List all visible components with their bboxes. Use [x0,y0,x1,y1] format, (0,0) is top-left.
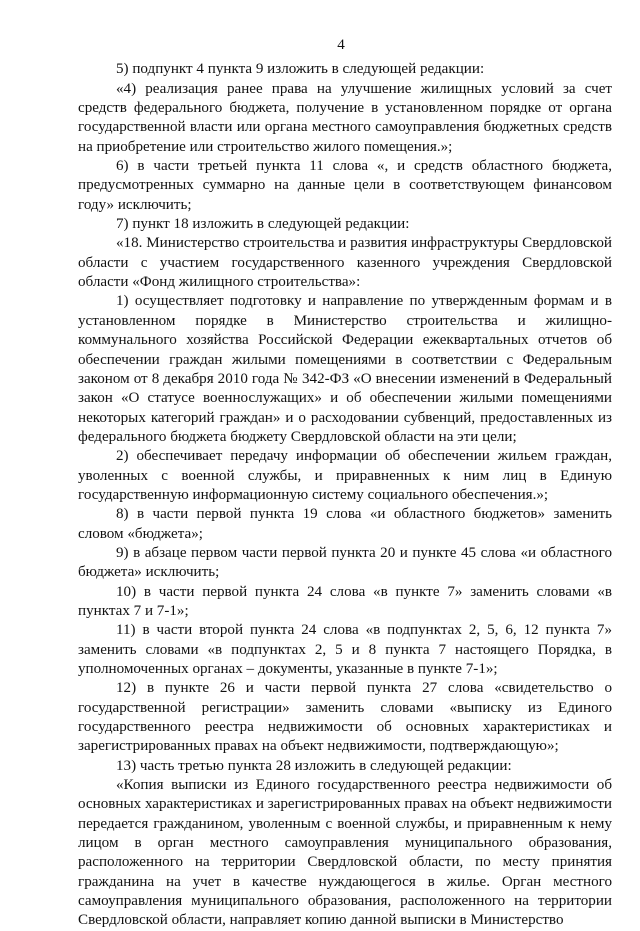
paragraph-subitem-2: 2) обеспечивает передачу информации об обеспечении жильем граждан, уволенных с военной службы, и приравненных к ним лиц в Единую государственную информационную систему социального обеспечения.»; [78,448,612,503]
page-number: 4 [337,37,345,53]
paragraph-item-6: 6) в части третьей пункта 11 слова «, и средств областного бюджета, предусмотренных суммарно на данные цели в соответствующем финансовом году» исключить; [78,158,612,213]
paragraph-subitem-1: 1) осуществляет подготовку и направление по утвержденным формам и в установленном порядке в Министерство строительства и жилищно-коммунального хозяйства Российской Федерации ежеквартальных отчетов об обеспечении граждан жилыми помещениями в соответствии с Федеральным законом от 8 декабря 2010 года № 342-ФЗ «О внесении изменений в Федеральный закон «О статусе военнослужащих» и об обеспечении жилыми помещениями некоторых категорий граждан» и о расходовании субвенций, предоставленных из федерального бюджета бюджету Свердловской области на эти цели; [78,293,612,445]
paragraph-item-11: 11) в части второй пункта 24 слова «в подпунктах 2, 5, 6, 12 пункта 7» заменить словами «в подпунктах 2, 5 и 8 пункта 7 настоящего Порядка, в уполномоченных органах – документы, указанные в пункте 7-1»; [78,622,612,677]
paragraph-item-13: 13) часть третью пункта 28 изложить в следующей редакции: [116,757,512,774]
paragraph-item-9: 9) в абзаце первом части первой пункта 20 и пункте 45 слова «и областного бюджета» исключить; [78,544,612,581]
paragraph-item-8: 8) в части первой пункта 19 слова «и областного бюджетов» заменить словом «бюджета»; [78,506,612,542]
paragraph-item-12: 12) в пункте 26 и части первой пункта 27 слова «свидетельство о государственной регистрации» заменить словами «выписку из Единого государственного реестра недвижимости об основных характеристиках и зарегистрированных правах на объект недвижимости, подтверждающую»; [78,680,612,755]
paragraph-quote-4: «4) реализация ранее права на улучшение жилищных условий за счет средств федерального бюджета, получение в установленном порядке от органа государственной власти или органа местного самоуправления бюджетных средств на приобретение или строительство жилого помещения.»; [78,80,612,155]
paragraph-quote-18: «18. Министерство строительства и развития инфраструктуры Свердловской области с участием государственного казенного учреждения Свердловской области «Фонд жилищного строительства»: [78,235,612,291]
paragraph-item-5: 5) подпункт 4 пункта 9 изложить в следующей редакции: [116,61,485,78]
paragraph-item-10: 10) в части первой пункта 24 слова «в пункте 7» заменить словами «в пунктах 7 и 7-1»; [78,583,612,619]
paragraph-quote-copy: «Копия выписки из Единого государственного реестра недвижимости об основных характеристиках и зарегистрированных правах на объект недвижимости передается гражданином, уволенным с военной службы, и приравненным к нему лицом в орган местного самоуправления муниципального образования, расположенного на территории Свердловской области, по месту принятия гражданина на учет в качестве нуждающегося в жилье. Орган местного самоуправления муниципального образования, расположенного на территории Свердловской области, направляет копию данной выписки в Министерство [78,777,612,929]
paragraph-item-7: 7) пункт 18 изложить в следующей редакции: [116,216,410,233]
